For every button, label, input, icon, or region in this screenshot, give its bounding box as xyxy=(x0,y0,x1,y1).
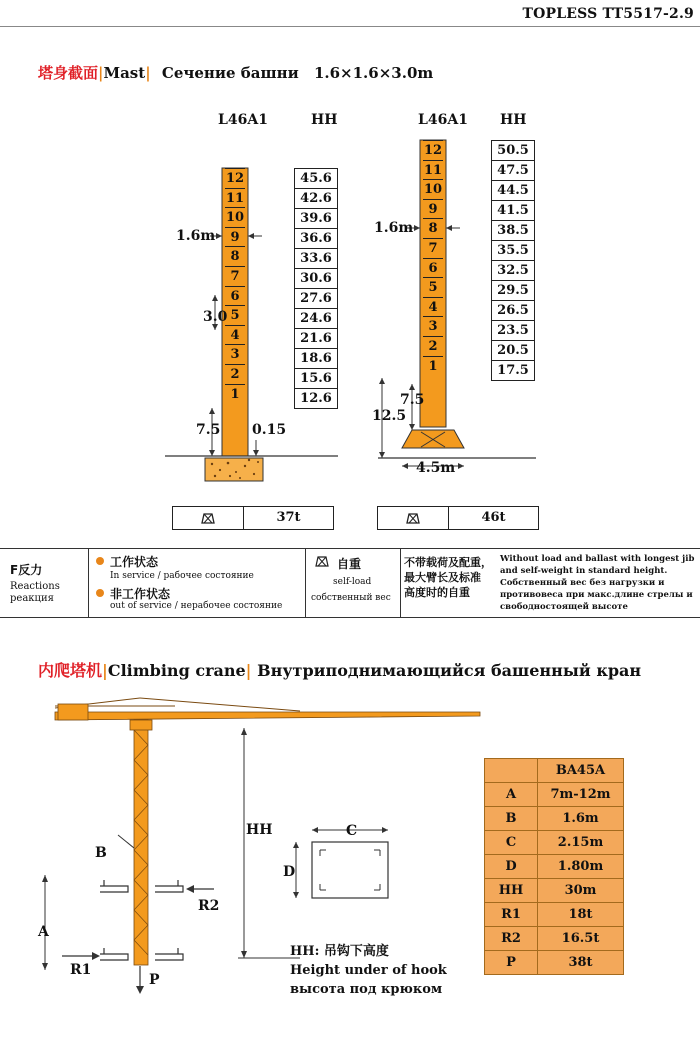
hh-caption xyxy=(290,942,447,999)
a-dim-label: A xyxy=(38,924,49,940)
hh-value: 29.5 xyxy=(492,281,534,301)
mast-section-number: 8 xyxy=(225,246,245,266)
hh-value: 42.6 xyxy=(295,189,337,209)
legend-note-en-ru xyxy=(492,549,700,617)
table-value: 38t xyxy=(568,955,593,970)
hh-value: 39.6 xyxy=(295,209,337,229)
hh-dim-label: HH xyxy=(246,822,273,838)
climbing-title-cn: 内爬塔机 xyxy=(38,661,103,680)
p-label: P xyxy=(149,972,160,988)
mast-section-number: 2 xyxy=(225,364,245,384)
r2-label: R2 xyxy=(198,898,220,914)
hh-value: 45.6 xyxy=(295,169,337,189)
mast-section-number: 1 xyxy=(423,356,443,376)
table-row xyxy=(485,783,623,807)
hh-value: 35.5 xyxy=(492,241,534,261)
self-load-cn: 自重 xyxy=(337,557,362,571)
hh-value: 50.5 xyxy=(492,141,534,161)
self-load-icon xyxy=(313,553,331,572)
climbing-section-title: 内爬塔机|Climbing crane| Внутриподнимающийся башенный кран xyxy=(38,661,642,680)
climbing-title-ru: Внутриподнимающийся башенный кран xyxy=(257,661,642,680)
mast-section-title: 塔身截面|Mast| Сечение башни 1.6×1.6×3.0m xyxy=(38,64,434,82)
table-row xyxy=(485,879,623,903)
table-value: 1.6m xyxy=(562,811,599,826)
table-key: D xyxy=(485,855,538,878)
hh-value: 15.6 xyxy=(295,369,337,389)
left-hh-column xyxy=(294,168,338,409)
right-total-dim: 12.5 xyxy=(372,408,407,424)
left-mast-label: L46A1 xyxy=(218,112,268,128)
reactions-ru: реакция xyxy=(10,593,54,604)
mast-section-number: 4 xyxy=(225,325,245,345)
hh-value: 17.5 xyxy=(497,363,529,378)
table-key: P xyxy=(485,951,538,974)
left-width-dim: 1.6m xyxy=(176,228,216,244)
right-base-dim: 7.5 xyxy=(400,392,425,408)
table-value: 1.80m xyxy=(557,859,604,874)
table-key: R1 xyxy=(485,903,538,926)
table-row xyxy=(485,927,623,951)
mast-section-number: 6 xyxy=(225,286,245,306)
climbing-spec-table xyxy=(484,758,624,975)
mast-section-number: 3 xyxy=(225,344,245,364)
hh-value: 44.5 xyxy=(492,181,534,201)
c-dim-label: C xyxy=(346,823,358,839)
hh-value: 38.5 xyxy=(492,221,534,241)
hh-value: 26.5 xyxy=(492,301,534,321)
reactions-label: F反力 xyxy=(10,563,43,577)
mast-section-number: 10 xyxy=(423,179,443,199)
title-ru: Сечение башни xyxy=(161,64,299,82)
hh-value: 32.5 xyxy=(492,261,534,281)
left-section-dim: 3.0 xyxy=(203,309,228,325)
in-service-dot xyxy=(96,557,104,565)
hh-caption-cn: 吊钩下高度 xyxy=(323,944,389,959)
mast-section-number: 9 xyxy=(225,227,245,247)
note-cn-2: 最大臂长及标准 xyxy=(404,571,481,584)
mast-section-number: 12 xyxy=(225,168,245,188)
mast-section-number: 12 xyxy=(423,140,443,160)
left-weight: 37t xyxy=(276,510,301,525)
note-ru-1: Собственный вес без нагрузки и xyxy=(500,578,665,588)
table-key: B xyxy=(485,807,538,830)
right-hh-label: HH xyxy=(500,112,527,128)
mast-section-number: 1 xyxy=(225,384,245,404)
mast-section-number: 8 xyxy=(423,218,443,238)
out-service-cn: 非工作状态 xyxy=(110,587,171,601)
right-weight-box xyxy=(377,506,539,530)
note-ru-3: свободностоящей высоте xyxy=(500,602,628,612)
mast-section-number: 10 xyxy=(225,207,245,227)
table-key: C xyxy=(485,831,538,854)
title-cn: 塔身截面 xyxy=(38,64,99,82)
left-base-dim: 7.5 xyxy=(196,422,221,438)
model-title: TOPLESS TT5517-2.9 xyxy=(522,6,694,22)
right-mast-label: L46A1 xyxy=(418,112,468,128)
title-en: Mast xyxy=(103,64,146,82)
note-ru-2: противовеса при макс.длине стрелы и xyxy=(500,590,693,600)
mast-dimensions: 1.6×1.6×3.0m xyxy=(313,64,434,82)
reactions-en: Reactions xyxy=(10,581,60,592)
legend-reactions xyxy=(0,549,89,617)
b-dim-label: B xyxy=(95,845,107,861)
table-row xyxy=(485,831,623,855)
hh-value: 23.5 xyxy=(492,321,534,341)
hh-value: 33.6 xyxy=(295,249,337,269)
mast-section-number: 2 xyxy=(423,336,443,356)
right-weight: 46t xyxy=(481,510,506,525)
self-load-icon xyxy=(378,507,449,529)
hh-value: 18.6 xyxy=(295,349,337,369)
table-value: 18t xyxy=(568,907,593,922)
hh-caption-en: Height under of hook xyxy=(290,963,447,978)
right-hh-column xyxy=(491,140,535,381)
self-load-icon xyxy=(173,507,244,529)
mast-section-number: 5 xyxy=(225,305,245,325)
table-row xyxy=(485,951,623,974)
left-embed-dim: 0.15 xyxy=(252,422,287,438)
in-service-en: In service / рабочее состояние xyxy=(110,571,254,581)
mast-section-number: 11 xyxy=(225,188,245,208)
note-cn-3: 高度时的自重 xyxy=(404,586,470,599)
mast-section-number: 7 xyxy=(225,266,245,286)
mast-section-number: 3 xyxy=(423,316,443,336)
hh-value: 30.6 xyxy=(295,269,337,289)
table-value: 7m-12m xyxy=(550,787,611,802)
left-hh-label: HH xyxy=(311,112,338,128)
hh-value: 20.5 xyxy=(492,341,534,361)
self-load-ru: собственный вес xyxy=(311,593,391,603)
hh-caption-prefix: HH: xyxy=(290,944,320,959)
climbing-title-en: Climbing crane xyxy=(107,661,246,680)
out-service-en: out of service / нерабочее состояние xyxy=(110,601,283,611)
right-width-dim: 1.6m xyxy=(374,220,414,236)
mast-section-number: 6 xyxy=(423,258,443,278)
table-key: A xyxy=(485,783,538,806)
hh-caption-ru: высота под крюком xyxy=(290,982,443,997)
note-en-1: Without load and ballast with longest jib xyxy=(500,554,695,564)
mast-section-number: 11 xyxy=(423,160,443,180)
table-header-row xyxy=(485,759,623,783)
mast-section-number: 4 xyxy=(423,297,443,317)
hh-value: 41.5 xyxy=(492,201,534,221)
table-header: BA45A xyxy=(555,763,606,778)
legend-note-cn xyxy=(400,549,492,617)
hh-value: 36.6 xyxy=(295,229,337,249)
mast-section-number: 7 xyxy=(423,238,443,258)
right-chassis-dim: 4.5m xyxy=(416,460,456,476)
table-row xyxy=(485,903,623,927)
note-en-2: and self-weight in standard height. xyxy=(500,566,668,576)
table-row xyxy=(485,807,623,831)
hh-value: 21.6 xyxy=(295,329,337,349)
hh-value: 24.6 xyxy=(295,309,337,329)
table-value: 2.15m xyxy=(557,835,604,850)
mast-section-number: 9 xyxy=(423,199,443,219)
legend-self-load xyxy=(305,549,401,617)
table-row xyxy=(485,855,623,879)
table-key: R2 xyxy=(485,927,538,950)
legend-states xyxy=(88,549,306,617)
table-value: 30m xyxy=(564,883,597,898)
self-load-en: self-load xyxy=(333,577,372,587)
left-weight-box xyxy=(172,506,334,530)
legend-strip xyxy=(0,548,700,618)
table-value: 16.5t xyxy=(561,931,600,946)
table-key: HH xyxy=(485,879,538,902)
d-dim-label: D xyxy=(283,864,296,880)
note-cn-1: 不带载荷及配重， xyxy=(404,556,492,569)
in-service-cn: 工作状态 xyxy=(110,555,159,569)
out-service-dot xyxy=(96,589,104,597)
hh-value: 12.6 xyxy=(300,391,332,406)
hh-value: 47.5 xyxy=(492,161,534,181)
hh-value: 27.6 xyxy=(295,289,337,309)
mast-section-number: 5 xyxy=(423,277,443,297)
r1-label: R1 xyxy=(70,962,92,978)
